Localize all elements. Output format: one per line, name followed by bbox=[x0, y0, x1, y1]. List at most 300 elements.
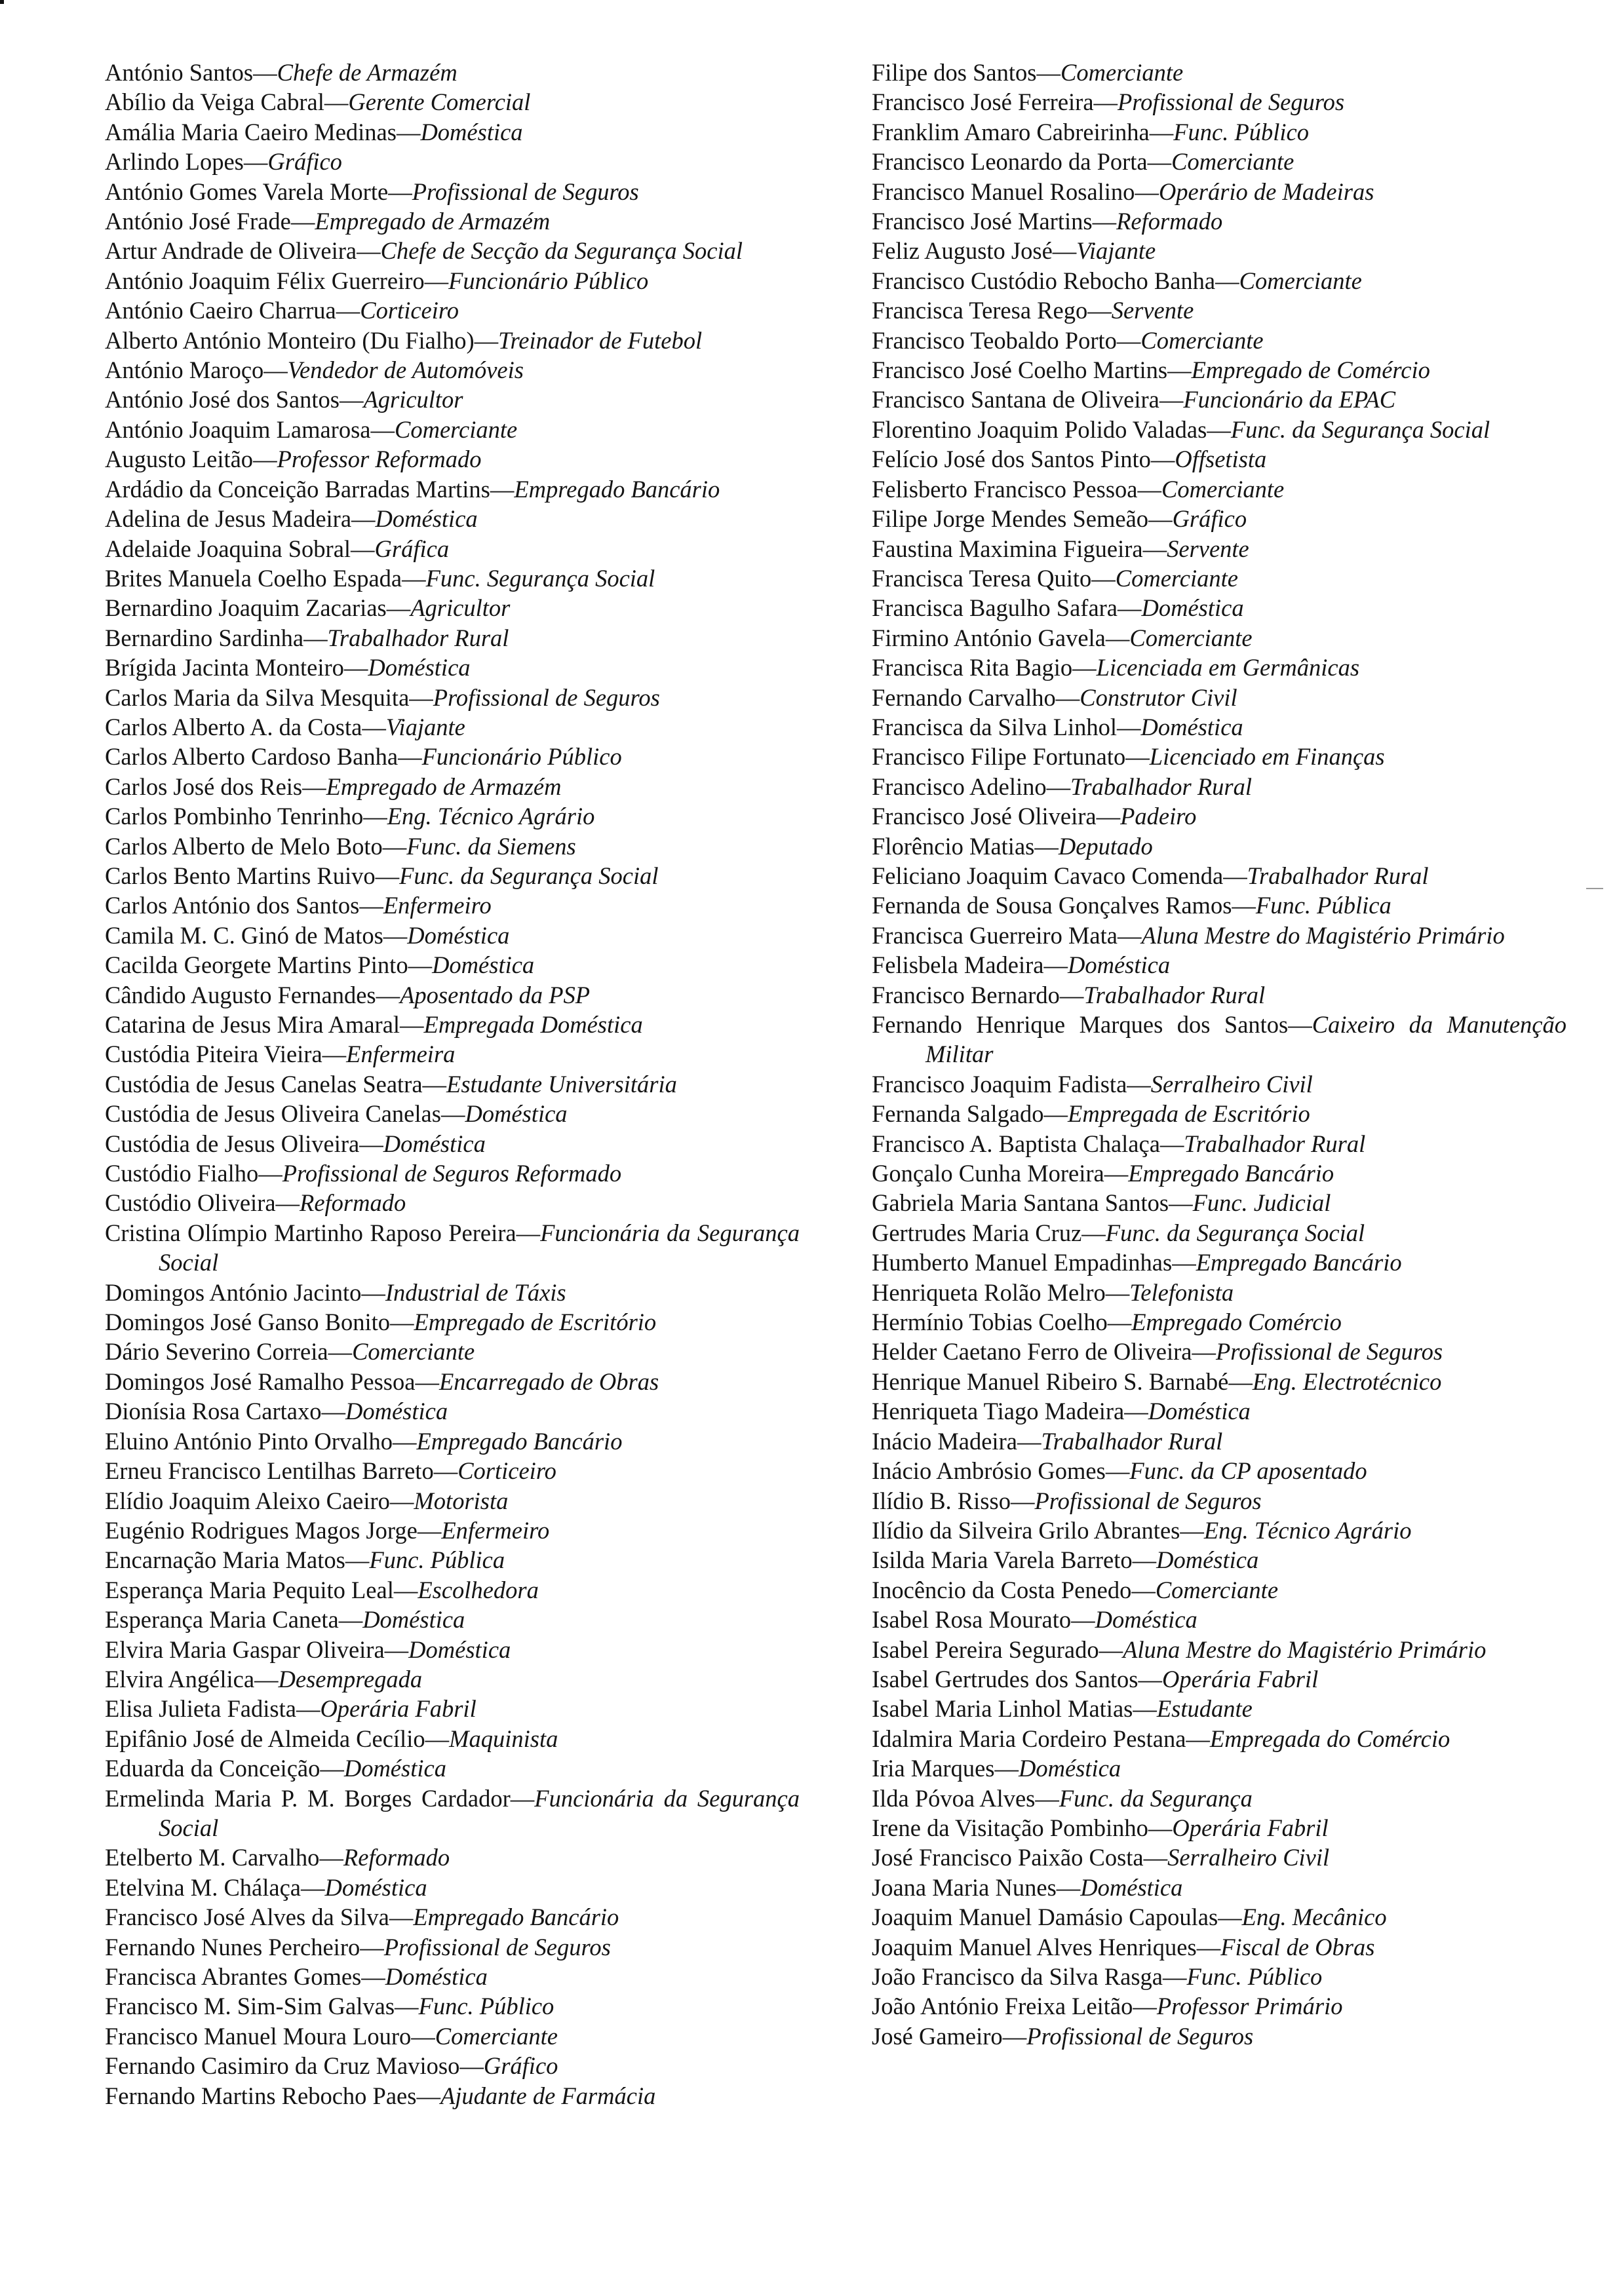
occupation: Empregado de Escritório bbox=[414, 1309, 657, 1336]
list-item bbox=[105, 326, 800, 355]
dash-separator: — bbox=[440, 1100, 465, 1128]
list-item bbox=[872, 1218, 1566, 1248]
dash-separator: — bbox=[1218, 1904, 1242, 1931]
occupation: Func. Pública bbox=[369, 1546, 505, 1574]
person-name: Epifânio José de Almeida Cecílio bbox=[105, 1725, 425, 1752]
list-item bbox=[105, 534, 800, 564]
list-item bbox=[872, 2021, 1566, 2051]
dash-separator: — bbox=[361, 1963, 385, 1990]
dash-separator: — bbox=[386, 594, 411, 622]
occupation: Aposentado da PSP bbox=[400, 981, 591, 1008]
dash-separator: — bbox=[396, 118, 421, 145]
dash-separator: — bbox=[338, 1606, 363, 1634]
occupation: Doméstica bbox=[385, 1963, 488, 1990]
list-item bbox=[105, 1784, 800, 1843]
occupation: Padeiro bbox=[1120, 803, 1197, 830]
occupation: Agricultor bbox=[363, 386, 463, 413]
person-name: Abílio da Veiga Cabral bbox=[105, 88, 324, 116]
scan-margin-mark bbox=[1586, 888, 1603, 889]
person-name: Francisco Custódio Rebocho Banha bbox=[872, 267, 1216, 294]
person-name: Henriqueta Rolão Melro bbox=[872, 1278, 1106, 1306]
occupation: Serralheiro Civil bbox=[1167, 1844, 1330, 1871]
dash-separator: — bbox=[303, 624, 328, 651]
dash-separator: — bbox=[1288, 1011, 1312, 1038]
dash-separator: — bbox=[1104, 1160, 1129, 1187]
dash-separator: — bbox=[1138, 1665, 1162, 1693]
dash-separator: — bbox=[336, 297, 360, 324]
list-item bbox=[872, 1873, 1566, 1902]
dash-separator: — bbox=[395, 1993, 419, 2020]
person-name: Joaquim Manuel Alves Henriques bbox=[872, 1933, 1197, 1961]
dash-separator: — bbox=[1125, 743, 1150, 771]
occupation: Enfermeiro bbox=[383, 892, 492, 919]
list-item bbox=[872, 1753, 1566, 1783]
occupation: Operária Fabril bbox=[1172, 1814, 1329, 1841]
person-name: Elvira Maria Gaspar Oliveira bbox=[105, 1636, 385, 1663]
person-name: Elídio Joaquim Aleixo Caeiro bbox=[105, 1487, 390, 1514]
person-name: Iria Marques bbox=[872, 1755, 995, 1782]
occupation: Func. Pública bbox=[1255, 892, 1391, 919]
occupation: Comerciante bbox=[1115, 564, 1238, 592]
occupation: Funcionário Público bbox=[421, 743, 622, 771]
person-name: Francisco A. Baptista Chalaça bbox=[872, 1130, 1160, 1157]
person-name: Gabriela Maria Santana Santos bbox=[872, 1189, 1169, 1217]
list-item bbox=[872, 1248, 1566, 1277]
person-name: Inácio Madeira bbox=[872, 1427, 1017, 1455]
occupation: Eng. Técnico Agrário bbox=[387, 803, 595, 830]
occupation: Empregado de Armazém bbox=[326, 773, 562, 800]
dash-separator: — bbox=[1072, 654, 1097, 681]
occupation: Comerciante bbox=[1140, 326, 1264, 354]
occupation: Doméstica bbox=[343, 1755, 446, 1782]
dash-separator: — bbox=[1228, 1368, 1253, 1395]
occupation: Doméstica bbox=[1141, 594, 1244, 622]
person-name: Felício José dos Santos Pinto bbox=[872, 446, 1151, 473]
person-name: Bernardino Joaquim Zacarias bbox=[105, 594, 387, 622]
dash-separator: — bbox=[351, 535, 375, 562]
person-name: Francisco José Martins bbox=[872, 208, 1093, 235]
list-item bbox=[105, 2051, 800, 2080]
list-item bbox=[872, 1367, 1566, 1396]
person-name: Feliz Augusto José bbox=[872, 237, 1053, 265]
occupation: Doméstica bbox=[324, 1873, 427, 1901]
occupation: Profissional de Seguros bbox=[412, 178, 639, 205]
list-item bbox=[872, 1575, 1566, 1605]
list-item bbox=[105, 1069, 800, 1099]
person-name: Esperança Maria Pequito Leal bbox=[105, 1576, 394, 1603]
person-name: Felisberto Francisco Pessoa bbox=[872, 475, 1138, 503]
person-name: Fernanda de Sousa Gonçalves Ramos bbox=[872, 892, 1232, 919]
dash-separator: — bbox=[1046, 773, 1071, 800]
person-name: Brites Manuela Coelho Espada bbox=[105, 564, 402, 592]
list-item bbox=[105, 117, 800, 147]
list-item bbox=[872, 980, 1566, 1010]
dash-separator: — bbox=[375, 862, 400, 889]
dash-separator: — bbox=[1056, 1873, 1081, 1901]
dash-separator: — bbox=[389, 1904, 414, 1931]
dash-separator: — bbox=[1107, 1309, 1132, 1336]
list-item bbox=[105, 1694, 800, 1723]
person-name: Francisco Manuel Moura Louro bbox=[105, 2022, 412, 2050]
occupation: Trabalhador Rural bbox=[1184, 1130, 1366, 1157]
dash-separator: — bbox=[1196, 1933, 1221, 1961]
dash-separator: — bbox=[362, 713, 386, 740]
person-name: Inocêncio da Costa Penedo bbox=[872, 1576, 1132, 1603]
list-item bbox=[872, 355, 1566, 385]
occupation: Doméstica bbox=[368, 654, 471, 681]
occupation: Doméstica bbox=[407, 921, 510, 949]
list-item bbox=[105, 801, 800, 831]
list-item bbox=[105, 1396, 800, 1426]
list-item bbox=[105, 504, 800, 533]
person-name: Cândido Augusto Fernandes bbox=[105, 981, 376, 1008]
dash-separator: — bbox=[1133, 1695, 1157, 1723]
person-name: Henrique Manuel Ribeiro S. Barnabé bbox=[872, 1368, 1229, 1395]
list-item bbox=[872, 326, 1566, 355]
occupation: Func. Público bbox=[418, 1993, 555, 2020]
dash-separator: — bbox=[1159, 386, 1184, 413]
occupation: Licenciado em Finanças bbox=[1149, 743, 1385, 771]
list-item bbox=[105, 177, 800, 206]
dash-separator: — bbox=[1131, 1576, 1156, 1603]
occupation: Maquinista bbox=[449, 1725, 558, 1752]
dash-separator: — bbox=[1105, 624, 1130, 651]
dash-separator: — bbox=[253, 59, 277, 86]
list-item bbox=[105, 444, 800, 474]
list-item bbox=[872, 1129, 1566, 1158]
list-item bbox=[105, 355, 800, 385]
list-item bbox=[872, 861, 1566, 890]
person-name: Francisca Bagulho Safara bbox=[872, 594, 1118, 622]
dash-separator: — bbox=[319, 1844, 343, 1871]
occupation: Func. Público bbox=[1186, 1963, 1323, 1990]
dash-separator: — bbox=[1127, 1070, 1151, 1098]
list-item bbox=[105, 1426, 800, 1456]
occupation: Treinador de Futebol bbox=[498, 326, 703, 354]
person-name: Francisco José Ferreira bbox=[872, 88, 1094, 116]
list-item bbox=[872, 1426, 1566, 1456]
occupation: Chefe de Secção da Segurança Social bbox=[380, 237, 743, 265]
occupation: Doméstica bbox=[408, 1636, 511, 1663]
occupation: Comerciante bbox=[1161, 475, 1285, 503]
dash-separator: — bbox=[1172, 1249, 1196, 1276]
list-item bbox=[105, 58, 800, 87]
list-item bbox=[872, 653, 1566, 682]
occupation: Func. Judicial bbox=[1192, 1189, 1331, 1217]
dash-separator: — bbox=[1143, 1844, 1168, 1871]
list-item bbox=[872, 1307, 1566, 1337]
person-name: Carlos Bento Martins Ruivo bbox=[105, 862, 376, 889]
dash-separator: — bbox=[425, 1725, 450, 1752]
list-item bbox=[872, 712, 1566, 742]
dash-separator: — bbox=[1124, 1398, 1148, 1425]
occupation: Func. da CP aposentado bbox=[1129, 1457, 1367, 1485]
list-item bbox=[872, 1813, 1566, 1843]
person-name: Ilídio da Silveira Grilo Abrantes bbox=[872, 1516, 1180, 1544]
list-item bbox=[105, 2081, 800, 2111]
person-name: Helder Caetano Ferro de Oliveira bbox=[872, 1338, 1192, 1366]
list-item bbox=[105, 712, 800, 742]
occupation: Doméstica bbox=[362, 1606, 465, 1634]
occupation: Empregado Comércio bbox=[1131, 1309, 1342, 1336]
list-item bbox=[105, 1039, 800, 1069]
dash-separator: — bbox=[351, 505, 376, 533]
list-item bbox=[872, 1784, 1566, 1813]
list-item bbox=[872, 58, 1566, 87]
dash-separator: — bbox=[1142, 535, 1167, 562]
list-item bbox=[872, 385, 1566, 414]
dash-separator: — bbox=[510, 1784, 535, 1812]
dash-separator: — bbox=[1017, 1427, 1041, 1455]
person-name: Custódio Fialho bbox=[105, 1160, 259, 1187]
list-item bbox=[872, 1396, 1566, 1426]
occupation: Comerciante bbox=[394, 415, 518, 443]
dash-separator: — bbox=[1167, 356, 1192, 384]
occupation: Profissional de Seguros Reformado bbox=[282, 1160, 622, 1187]
occupation: Doméstica bbox=[420, 118, 523, 145]
person-name: Dionísia Rosa Cartaxo bbox=[105, 1398, 322, 1425]
dash-separator: — bbox=[339, 386, 364, 413]
person-name: Custódia de Jesus Oliveira bbox=[105, 1130, 360, 1157]
person-name: Francisco Teobaldo Porto bbox=[872, 326, 1117, 354]
list-item bbox=[872, 890, 1566, 920]
list-item bbox=[872, 534, 1566, 564]
dash-separator: — bbox=[243, 148, 268, 176]
list-item bbox=[105, 1516, 800, 1545]
dash-separator: — bbox=[253, 446, 277, 473]
list-item bbox=[872, 236, 1566, 265]
list-item bbox=[872, 1635, 1566, 1664]
dash-separator: — bbox=[994, 1755, 1019, 1782]
dash-separator: — bbox=[474, 326, 499, 354]
person-name: Joana Maria Nunes bbox=[872, 1873, 1057, 1901]
list-item bbox=[105, 236, 800, 265]
dash-separator: — bbox=[384, 1636, 409, 1663]
dash-separator: — bbox=[382, 832, 407, 860]
person-name: Francisco Bernardo bbox=[872, 981, 1060, 1008]
person-name: Francisco Adelino bbox=[872, 773, 1047, 800]
list-item bbox=[105, 890, 800, 920]
dash-separator: — bbox=[360, 1933, 384, 1961]
occupation: Comerciante bbox=[1155, 1576, 1279, 1603]
list-item bbox=[105, 980, 800, 1010]
list-item bbox=[872, 1188, 1566, 1217]
person-name: Isabel Maria Linhol Matias bbox=[872, 1695, 1133, 1723]
dash-separator: — bbox=[1135, 178, 1159, 205]
dash-separator: — bbox=[359, 1130, 383, 1157]
list-item bbox=[105, 1991, 800, 2021]
occupation: Deputado bbox=[1058, 832, 1153, 860]
dash-separator: — bbox=[1215, 267, 1239, 294]
person-name: Francisco Manuel Rosalino bbox=[872, 178, 1135, 205]
person-name: Filipe dos Santos bbox=[872, 59, 1037, 86]
person-name: Custódia de Jesus Canelas Seatra bbox=[105, 1070, 423, 1098]
person-name: Francisco Filipe Fortunato bbox=[872, 743, 1126, 771]
person-name: Francisco Leonardo da Porta bbox=[872, 148, 1148, 176]
dash-separator: — bbox=[1192, 1338, 1216, 1366]
occupation: Aluna Mestre do Magistério Primário bbox=[1123, 1636, 1487, 1663]
occupation: Funcionária da Segurança Social bbox=[159, 1219, 800, 1276]
occupation: Func. da Segurança bbox=[1059, 1784, 1253, 1812]
occupation: Industrial de Táxis bbox=[385, 1278, 566, 1306]
dash-separator: — bbox=[321, 1398, 345, 1425]
occupation: Encarregado de Obras bbox=[438, 1368, 659, 1395]
dash-separator: — bbox=[1117, 921, 1142, 949]
list-item bbox=[872, 415, 1566, 444]
occupation: Operário de Madeiras bbox=[1158, 178, 1374, 205]
person-name: Catarina de Jesus Mira Amaral bbox=[105, 1011, 400, 1038]
person-name: António Joaquim Lamarosa bbox=[105, 415, 371, 443]
occupation: Doméstica bbox=[1156, 1546, 1259, 1574]
occupation: Eng. Técnico Agrário bbox=[1203, 1516, 1412, 1544]
person-name: António Joaquim Félix Guerreiro bbox=[105, 267, 425, 294]
list-item bbox=[872, 147, 1566, 176]
occupation: Estudante Universitária bbox=[446, 1070, 677, 1098]
person-name: Esperança Maria Caneta bbox=[105, 1606, 339, 1634]
person-name: Ardádio da Conceição Barradas Martins bbox=[105, 475, 490, 503]
occupation: Func. da Segurança Social bbox=[399, 862, 659, 889]
dash-separator: — bbox=[322, 1041, 347, 1068]
person-name: Humberto Manuel Empadinhas bbox=[872, 1249, 1173, 1276]
dash-separator: — bbox=[400, 1011, 424, 1038]
occupation: Comerciante bbox=[1239, 267, 1362, 294]
dash-separator: — bbox=[1043, 1100, 1068, 1128]
person-name: Gertrudes Maria Cruz bbox=[872, 1219, 1082, 1246]
dash-separator: — bbox=[1010, 1487, 1035, 1514]
dash-separator: — bbox=[258, 1160, 282, 1187]
person-name: Francisco Joaquim Fadista bbox=[872, 1070, 1127, 1098]
person-name: Felisbela Madeira bbox=[872, 951, 1044, 979]
occupation: Funcionária da Segurança Social bbox=[159, 1784, 800, 1841]
person-name: Francisco M. Sim-Sim Galvas bbox=[105, 1993, 395, 2020]
occupation: Doméstica bbox=[375, 505, 478, 533]
dash-separator: — bbox=[433, 1457, 458, 1485]
dash-separator: — bbox=[1052, 237, 1077, 265]
list-item bbox=[105, 1486, 800, 1516]
dash-separator: — bbox=[416, 2082, 440, 2109]
list-item bbox=[105, 1932, 800, 1962]
list-item bbox=[105, 415, 800, 444]
dash-separator: — bbox=[1133, 1993, 1157, 2020]
person-name: Fernando Henrique Marques dos Santos bbox=[872, 1011, 1289, 1038]
person-name: Amália Maria Caeiro Medinas bbox=[105, 118, 397, 145]
person-name: António Caeiro Charrua bbox=[105, 297, 336, 324]
list-item bbox=[105, 832, 800, 861]
person-name: João Francisco da Silva Rasga bbox=[872, 1963, 1163, 1990]
occupation: Func. da Segurança Social bbox=[1230, 415, 1490, 443]
person-name: Dário Severino Correia bbox=[105, 1338, 328, 1366]
person-name: Alberto António Monteiro (Du Fialho) bbox=[105, 326, 475, 354]
dash-separator: — bbox=[1034, 832, 1059, 860]
occupation: Trabalhador Rural bbox=[327, 624, 509, 651]
list-item bbox=[872, 832, 1566, 861]
list-item bbox=[105, 742, 800, 771]
occupation: Professor Reformado bbox=[277, 446, 482, 473]
list-item bbox=[872, 564, 1566, 593]
person-name: Eduarda da Conceição bbox=[105, 1755, 321, 1782]
person-name: António Maroço bbox=[105, 356, 264, 384]
dash-separator: — bbox=[389, 1309, 414, 1336]
person-name: Custódio Oliveira bbox=[105, 1189, 276, 1217]
dash-separator: — bbox=[393, 1427, 417, 1455]
occupation: Empregado Bancário bbox=[1196, 1249, 1402, 1276]
person-name: Franklim Amaro Cabreirinha bbox=[872, 118, 1150, 145]
dash-separator: — bbox=[415, 1368, 439, 1395]
dash-separator: — bbox=[1091, 564, 1116, 592]
list-item bbox=[105, 1873, 800, 1902]
dash-separator: — bbox=[1118, 594, 1142, 622]
dash-separator: — bbox=[1087, 297, 1112, 324]
dash-separator: — bbox=[1105, 1457, 1130, 1485]
occupation: Gráfica bbox=[374, 535, 450, 562]
dash-separator: — bbox=[389, 1487, 414, 1514]
person-name: Isilda Maria Varela Barreto bbox=[872, 1546, 1133, 1574]
dash-separator: — bbox=[1036, 59, 1060, 86]
occupation: Corticeiro bbox=[457, 1457, 556, 1485]
dash-separator: — bbox=[1180, 1516, 1204, 1544]
dash-separator: — bbox=[1169, 1189, 1193, 1217]
dash-separator: — bbox=[370, 415, 395, 443]
occupation: Reformado bbox=[300, 1189, 406, 1217]
list-item bbox=[872, 266, 1566, 296]
occupation: Gráfico bbox=[267, 148, 342, 176]
occupation: Gráfico bbox=[1172, 505, 1247, 533]
list-item bbox=[872, 206, 1566, 236]
occupation: Telefonista bbox=[1129, 1278, 1234, 1306]
list-item bbox=[872, 504, 1566, 533]
person-name: Adelaide Joaquina Sobral bbox=[105, 535, 351, 562]
dash-separator: — bbox=[1002, 2022, 1027, 2050]
list-item bbox=[105, 593, 800, 622]
list-item bbox=[872, 1010, 1566, 1069]
person-name: Firmino António Gavela bbox=[872, 624, 1106, 651]
list-item bbox=[872, 801, 1566, 831]
person-name: João António Freixa Leitão bbox=[872, 1993, 1133, 2020]
dash-separator: — bbox=[402, 564, 426, 592]
person-name: Domingos António Jacinto bbox=[105, 1278, 362, 1306]
dash-separator: — bbox=[1163, 1963, 1187, 1990]
dash-separator: — bbox=[424, 267, 449, 294]
dash-separator: — bbox=[324, 88, 349, 116]
person-name: Camila M. C. Ginó de Matos bbox=[105, 921, 383, 949]
list-item bbox=[105, 296, 800, 325]
person-name: Ilda Póvoa Alves bbox=[872, 1784, 1036, 1812]
dash-separator: — bbox=[1116, 326, 1141, 354]
occupation: Doméstica bbox=[1095, 1606, 1197, 1634]
occupation: Funcionário da EPAC bbox=[1183, 386, 1396, 413]
dash-separator: — bbox=[320, 1755, 344, 1782]
person-name: Eluino António Pinto Orvalho bbox=[105, 1427, 393, 1455]
person-name: Faustina Maximina Figueira bbox=[872, 535, 1143, 562]
list-item bbox=[872, 117, 1566, 147]
list-item bbox=[105, 147, 800, 176]
occupation: Empregado de Armazém bbox=[315, 208, 551, 235]
occupation: Fiscal de Obras bbox=[1220, 1933, 1375, 1961]
occupation: Construtor Civil bbox=[1080, 683, 1237, 711]
list-item bbox=[105, 1010, 800, 1039]
dash-separator: — bbox=[1071, 1606, 1095, 1634]
person-name: Fernando Carvalho bbox=[872, 683, 1056, 711]
list-item bbox=[105, 653, 800, 682]
occupation: Profissional de Seguros bbox=[433, 683, 660, 711]
dash-separator: — bbox=[263, 356, 288, 384]
list-item bbox=[105, 623, 800, 653]
list-item bbox=[105, 87, 800, 117]
dash-separator: — bbox=[1232, 892, 1256, 919]
occupation: Servente bbox=[1167, 535, 1249, 562]
dash-separator: — bbox=[254, 1665, 279, 1693]
person-name: Francisca Abrantes Gomes bbox=[105, 1963, 362, 1990]
